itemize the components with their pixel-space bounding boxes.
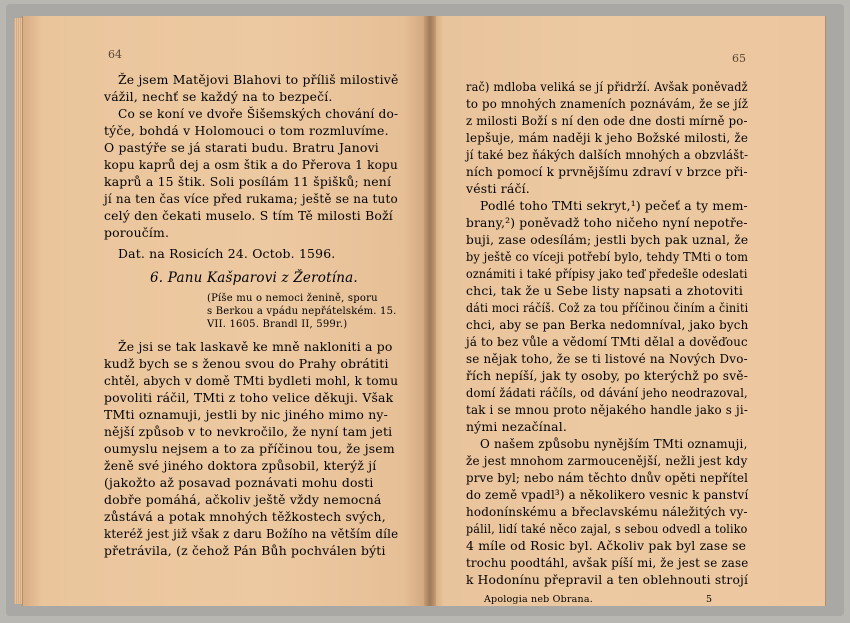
text-line: z milosti Boží s ní den ode dne dosti mírně po- — [466, 113, 748, 128]
text-line: přetrávila, (z čehož Pán Bůh pochválen býti — [104, 543, 386, 558]
note-line: s Berkou a vpádu nepřátelském. 15. — [207, 306, 397, 317]
text-line: jí také bez ňákých dalších mnohých a obzvlášt- — [466, 147, 749, 162]
text-line: lepšuje, mám naději k jeho Božské milosti, že — [466, 130, 749, 145]
note-line: VII. 1605. Brandl II, 599r.) — [207, 319, 348, 330]
text-line: řích nepíší, jak ty osoby, po kterýchž po svě- — [466, 368, 749, 383]
text-line: prve byl; nebo nám těchto dnův opěti nepřítel — [466, 470, 749, 485]
text-line: nými nezačínal. — [466, 419, 568, 434]
text-line: kopu kaprů dej a osm štik a do Přerova 1 kopu — [104, 157, 398, 172]
text-line: se nějak toho, že se ti listové na Nových Dvo- — [466, 351, 748, 366]
text-line: Podlé toho TMti sekryt,¹) pečeť a ty mem- — [480, 198, 748, 213]
text-line: Že jsem Matějovi Blahovi to příliš milostivě — [118, 72, 399, 87]
text-line: kaprů a 15 štik. Soli posílám 11 špišků; není — [104, 174, 392, 189]
text-line: oumyslu nejsem a to za příčinou tou, že jsem — [104, 441, 395, 456]
text-line: chtěl, abych v domě TMti bydleti mohl, k tomu — [104, 373, 399, 388]
text-line: buji, zase odesílám; jestli bych pak uznal, že — [466, 232, 749, 247]
text-line: pálil, lidí také něco zajal, s sebou odvedl a toliko — [466, 521, 748, 536]
letter-heading: 6. Panu Kašparovi z Žerotína. — [150, 270, 358, 286]
text-line: já to bez vůle a vědomí TMti dělal a dověďouc — [466, 334, 748, 349]
text-line: oznámiti i také přípisy jako teď předešle odeslati — [466, 266, 748, 281]
text-line: O pastýře se já starati budu. Bratru Janovi — [104, 140, 379, 155]
text-line: poroučím. — [104, 225, 170, 240]
footer-book-title: Apologia neb Obrana. — [484, 594, 593, 605]
text-line: kteréž jest již však z daru Božího na větším díle — [104, 526, 399, 541]
text-line: tak i se mnou proto nějakého handle jako s ji- — [466, 402, 749, 417]
text-line: O našem způsobu nynějším TMti oznamuji, — [480, 436, 748, 451]
text-line: rač) mdloba veliká se jí přidrží. Avšak poněvadž — [466, 79, 748, 94]
text-line: týče, bohdá v Holomouci o tom rozmluvíme. — [104, 123, 389, 138]
text-line: TMti oznamuji, jestli by nic jiného mimo ny- — [104, 407, 388, 422]
text-line: 4 míle od Rosic byl. Ačkoliv pak byl zase se — [466, 538, 747, 553]
text-line: do země vpadl³) a několikero vesnic k panství — [466, 487, 749, 502]
text-line: hodonínskému a břeclavskému náležitých vy- — [466, 504, 748, 519]
text-line: Že jsi se tak laskavě ke mně nakloniti a po — [118, 339, 393, 354]
left-page-number: 64 — [108, 48, 122, 61]
dateline: Dat. na Rosicích 24. Octob. 1596. — [118, 246, 336, 261]
text-line: vážil, nechť se každý na to bezpečí. — [104, 89, 333, 104]
text-line: to po mnohých znameních poznávám, že se jíž — [466, 96, 749, 111]
text-line: (jakožto až posavad poznávati mohu dosti — [104, 475, 374, 490]
text-line: zůstává a potak mnohých těžkostech svých, — [104, 509, 386, 524]
text-line: že jest mnohom zarmoucenější, nežli jest kdy — [466, 453, 748, 468]
text-line: by ještě co víceji potřebí bylo, tehdy TMti o tom — [466, 249, 749, 264]
text-line: k Hodonínu přepravil a ten oblehnouti strojí — [466, 572, 749, 587]
right-page-number: 65 — [732, 52, 746, 65]
signature-mark: 5 — [706, 594, 713, 605]
text-line: dáti moci ráčíš. Což za tou příčinou činím a činiti — [466, 300, 749, 315]
text-line: chci, tak že u Sebe listy napsati a zhotoviti — [466, 283, 744, 298]
text-line: nější způsob v to nevkročilo, že nyní tam jeti — [104, 424, 393, 439]
text-line: jí na ten čas více před rukama; ještě se na tuto — [104, 191, 398, 206]
book-gutter — [424, 16, 436, 606]
text-line: brany,²) poněvadž toho ničeho nyní nepotře- — [466, 215, 748, 230]
text-line: celý den čekati muselo. S tím Tě milosti Boží — [104, 208, 393, 223]
text-line: trochu poodtáhl, avšak píší mi, že jest se zase — [466, 555, 749, 570]
text-line: ženě své jiného doktora způsobil, kterýž jí — [104, 458, 377, 473]
text-line: vésti ráčí. — [466, 181, 530, 196]
text-line: kudž bych se s ženou svou do Prahy obrátiti — [104, 356, 389, 371]
text-line: domí žádati ráčíls, od dávání jeho neodrazoval, — [466, 385, 748, 400]
text-line: povoliti ráčil, TMti z toho velice děkuji. Však — [104, 390, 394, 405]
note-line: (Píše mu o nemoci ženině, sporu — [207, 293, 378, 304]
text-line: dobře pomáhá, ačkoliv ještě vždy nemocná — [104, 492, 382, 507]
text-line: ních pomocí k prvnějšímu zdraví v brzce při- — [466, 164, 748, 179]
text-line: chci, aby se pan Berka nedomníval, jako bych — [466, 317, 749, 332]
text-line: Co se koní ve dvoře Šišemských chování do- — [118, 106, 399, 121]
